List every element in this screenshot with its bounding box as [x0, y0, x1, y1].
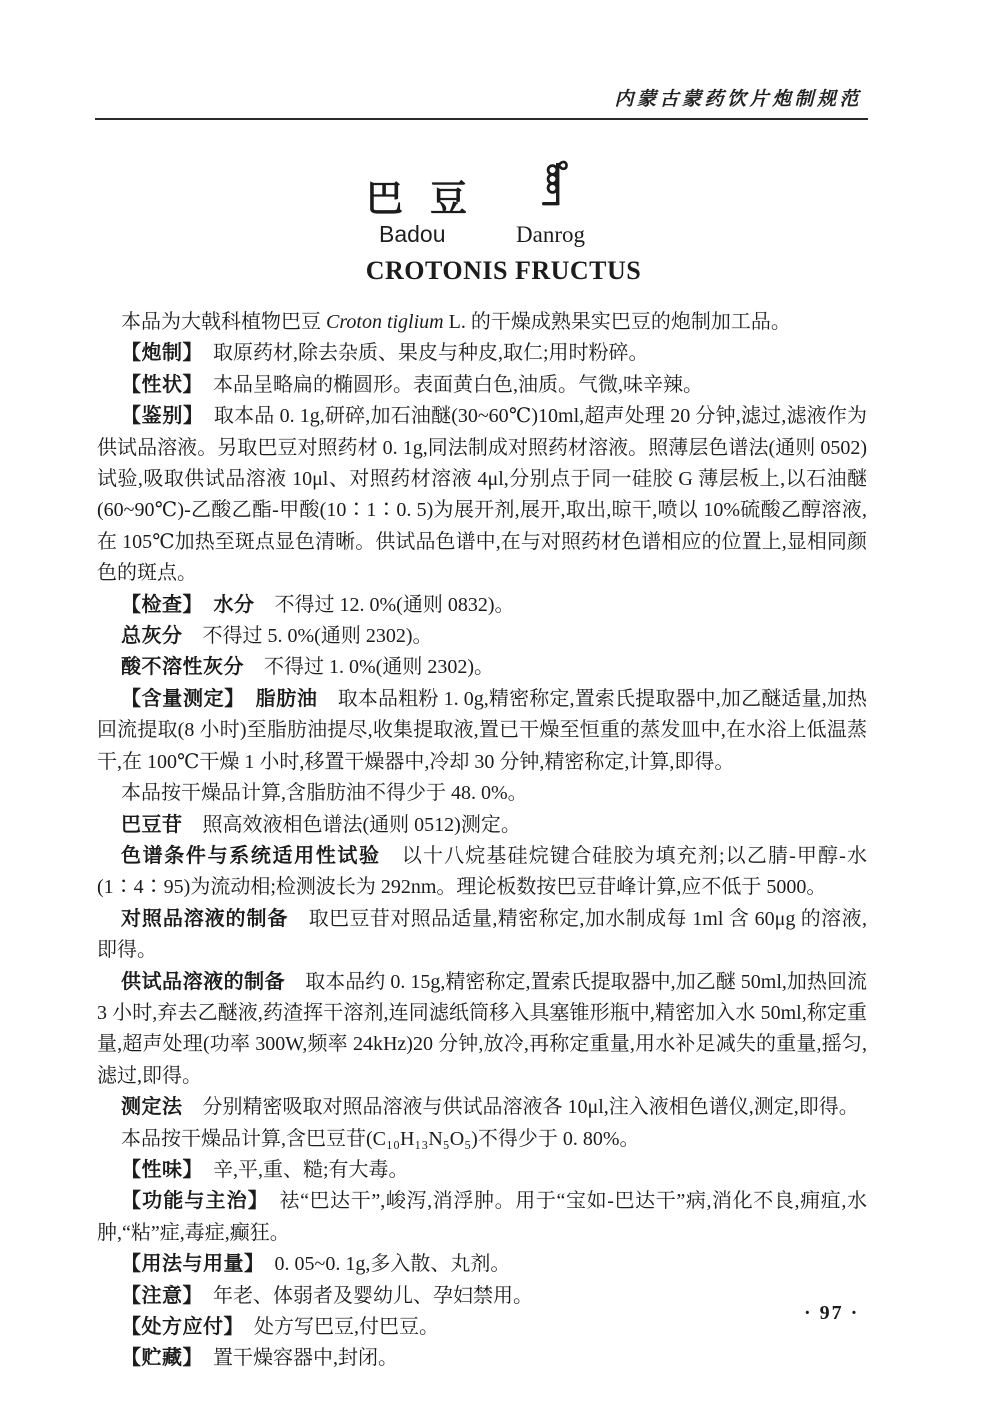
paragraph — [97, 1312, 867, 1343]
section-label: 【处方应付】 — [121, 1316, 234, 1338]
section-label: 【鉴别】 — [121, 405, 194, 428]
text-segment: 不得过 1. 0%(通则 2302)。 — [244, 656, 494, 679]
paragraph — [97, 1155, 867, 1186]
text-segment: 本品按干燥品计算,含脂肪油不得少于 48. 0%。 — [121, 782, 528, 805]
page-number: · 97 · — [804, 1302, 860, 1324]
paragraph — [97, 967, 867, 1093]
section-label: 对照品溶液的制备 — [121, 907, 289, 930]
section-label: 【用法与用量】 — [121, 1253, 255, 1276]
paragraph — [97, 590, 867, 621]
paragraph — [97, 621, 867, 652]
text-segment: 以十八烷基硅烷键合硅胶为填充剂;以乙腈-甲醇-水(1∶4∶95)为流动相;检测波长为 292nm。理论板数按巴豆苷峰计算,应不低于 5000。 — [97, 844, 867, 899]
section-label: 总灰分 — [121, 625, 183, 648]
title-latin-name: CROTONIS FRUCTUS — [365, 256, 642, 285]
text-segment: 取本品 0. 1g,研碎,加石油醚(30~60℃)10ml,超声处理 20 分钟,滤过,滤液作为供试品溶液。另取巴豆对照药材 0. 1g,同法制成对照药材溶液。照薄层色谱法(通则 0502)试验,吸取供试品溶液 10μl、对照药材溶液 4μl,分别点于同一硅胶 G 薄层板上,以石油醚(60~90℃)-乙酸乙酯-甲酸(10∶1∶0. 5)为展开剂,展开,取出,晾干,喷以 10%硫酸乙醇溶液,在 105℃加热至斑点显色清晰。供试品色谱中,在与对照药材色谱相应的位置上,显相同颜色的斑点。 — [97, 405, 867, 585]
text-segment: 取原药材,除去杂质、果皮与种皮,取仁;用时粉碎。 — [193, 342, 649, 365]
paragraph — [97, 1343, 867, 1374]
section-label: 色谱条件与系统适用性试验 — [121, 844, 381, 867]
paragraph — [97, 401, 867, 589]
text-segment: 处方写巴豆,付巴豆。 — [234, 1316, 439, 1338]
paragraph — [97, 810, 867, 841]
section-label: 【炮制】 — [121, 342, 193, 365]
text-segment: 本品按干燥品计算,含巴豆苷(C₁₀H₁₃N₅O₅)不得少于 0. 80%。 — [121, 1127, 640, 1150]
paragraph — [97, 1092, 867, 1123]
body-text — [97, 307, 867, 1375]
text-segment: 本品为大戟科植物巴豆 — [121, 311, 326, 333]
text-segment: 取本品约 0. 15g,精密称定,置索氏提取器中,加乙醚 50ml,加热回流 3 小时,弃去乙醚液,药渣挥干溶剂,连同滤纸筒移入具塞锥形瓶中,精密加入水 50ml,称定重量,超声处理(功率 300W,频率 24kHz)20 分钟,放冷,再称定重量,用水补足减失的重量,摇匀,滤过,即得。 — [97, 970, 868, 1087]
paragraph — [97, 778, 867, 809]
running-head: 内蒙古蒙药饮片炮制规范 — [614, 89, 862, 110]
text-segment: 置干燥容器中,封闭。 — [193, 1347, 398, 1370]
section-label: 【贮藏】 — [121, 1347, 193, 1370]
text-segment: 0. 05~0. 1g,多入散、丸剂。 — [254, 1253, 511, 1276]
section-label: 供试品溶液的制备 — [121, 970, 286, 993]
section-label: 巴豆苷 — [121, 813, 183, 836]
section-label: 【含量测定】 脂肪油 — [121, 687, 318, 710]
section-label: 【性味】 — [121, 1158, 193, 1181]
text-segment: 年老、体弱者及婴幼儿、孕妇禁用。 — [193, 1284, 533, 1307]
section-label: 测定法 — [121, 1096, 183, 1119]
header-rule — [95, 118, 868, 120]
paragraph — [97, 338, 867, 369]
text-segment: 本品呈略扁的椭圆形。表面黄白色,油质。气微,味辛辣。 — [193, 373, 703, 396]
paragraph — [97, 1281, 867, 1312]
text-segment: 照高效液相色谱法(通则 0512)测定。 — [182, 813, 521, 836]
paragraph — [97, 1186, 867, 1249]
title-pinyin: Badou — [379, 221, 446, 247]
paragraph — [97, 652, 867, 683]
paragraph — [97, 370, 867, 401]
text-segment: 分别精密吸取对照品溶液与供试品溶液各 10μl,注入液相色谱仪,测定,即得。 — [182, 1096, 859, 1119]
section-label: 【功能与主治】 — [121, 1190, 259, 1213]
paragraph — [97, 684, 867, 778]
text-segment: 取本品粗粉 1. 0g,精密称定,置索氏提取器中,加乙醚适量,加热回流提取(8 小时)至脂肪油提尽,收集提取液,置已干燥至恒重的蒸发皿中,在水浴上低温蒸干,在 100℃干燥 1 小时,移置干燥器中,冷却 30 分钟,精密称定,计算,即得。 — [97, 687, 868, 773]
text-segment: 不得过 12. 0%(通则 0832)。 — [254, 593, 515, 616]
text-segment: Croton tiglium — [326, 311, 444, 333]
text-segment: 取巴豆苷对照品适量,精密称定,加水制成每 1ml 含 60μg 的溶液,即得。 — [97, 907, 867, 962]
text-segment: 辛,平,重、糙;有大毒。 — [193, 1158, 409, 1181]
paragraph — [97, 841, 867, 904]
mongolian-script-icon — [537, 157, 569, 215]
page-title-chinese: 巴豆 — [366, 179, 494, 220]
paragraph — [97, 904, 867, 967]
paragraph — [97, 1124, 867, 1155]
section-label: 【注意】 — [121, 1284, 193, 1307]
section-label: 【性状】 — [121, 373, 193, 396]
text-segment: 祛“巴达干”,峻泻,消浮肿。用于“宝如-巴达干”病,消化不良,痈疽,水肿,“粘”症,毒症,癫狂。 — [97, 1190, 867, 1244]
text-segment: L. 的干燥成熟果实巴豆的炮制加工品。 — [443, 311, 791, 333]
paragraph — [97, 1249, 867, 1280]
paragraph — [97, 307, 867, 338]
section-label: 【检查】 水分 — [121, 593, 255, 616]
title-mongolian-latin: Danrog — [516, 222, 585, 247]
section-label: 酸不溶性灰分 — [121, 656, 244, 679]
text-segment: 不得过 5. 0%(通则 2302)。 — [182, 625, 433, 648]
